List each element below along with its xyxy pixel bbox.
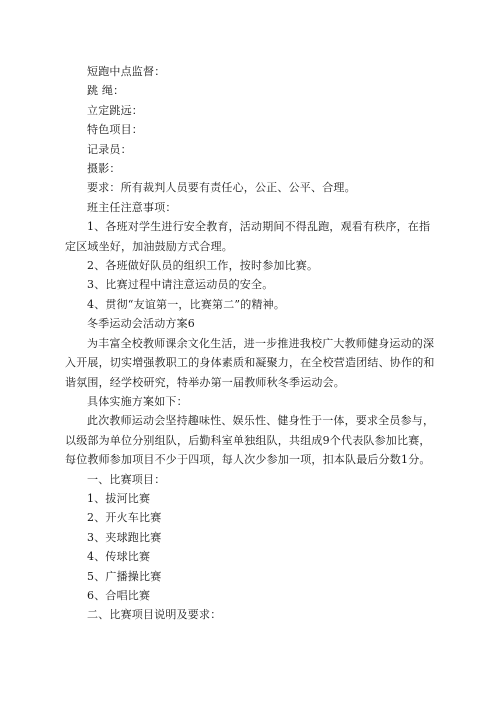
implementation-heading: 具体实施方案如下： [87,394,188,408]
referee-requirement: 要求：所有裁判人员要有责任心，公正、公平、合理。 [87,181,356,195]
event-item: 4、传球比赛 [87,550,151,564]
section-heading-requirements: 二、比赛项目说明及要求： [87,608,222,622]
notice-heading: 班主任注意事项： [87,200,177,214]
notice-item: 1、各班对学生进行安全教育，活动期间不得乱跑，观看有秩序，在指定区域坐好，加油鼓励方式合理。 [65,220,431,253]
event-item: 3、夹球跑比赛 [87,530,162,544]
event-item: 5、广播操比赛 [87,569,162,583]
implementation-paragraph: 此次教师运动会坚持趣味性、娱乐性、健身性于一体，要求全员参与，以级部为单位分别组队，后勤科室单独组队，共组成9个代表队参加比赛，每位教师参加项目不少于四项，每人次少参加一项，扣本队最后分数1分。 [65,414,435,467]
referee-line-standing-jump: 立定跳远： [87,103,143,117]
referee-line-special-events: 特色项目： [87,123,143,137]
notice-item: 2、各班做好队员的组织工作，按时参加比赛。 [87,259,319,273]
notice-item: 4、贯彻“友谊第一，比赛第二”的精神。 [87,297,286,311]
intro-paragraph: 为丰富全校教师课余文化生活，进一步推进我校广大教师健身运动的深入开展，切实增强教职工的身体素质和凝聚力，在全校营造团结、协作的和谐氛围，经学校研究，特举办第一届教师秋冬季运动会。 [65,336,435,389]
event-item: 6、合唱比赛 [87,588,151,602]
referee-line-recorder: 记录员： [87,142,132,156]
referee-line-photography: 摄影： [87,162,121,176]
document-body [65,62,435,625]
plan-title: 冬季运动会活动方案6 [87,317,195,331]
section-heading-events: 一、比赛项目： [87,472,166,486]
event-item: 2、开火车比赛 [87,511,162,525]
event-item: 1、拔河比赛 [87,491,151,505]
notice-item: 3、比赛过程中请注意运动员的安全。 [87,278,274,292]
referee-line-jump-rope: 跳 绳： [87,84,125,98]
referee-line-sprint-midpoint: 短跑中点监督： [87,65,166,78]
